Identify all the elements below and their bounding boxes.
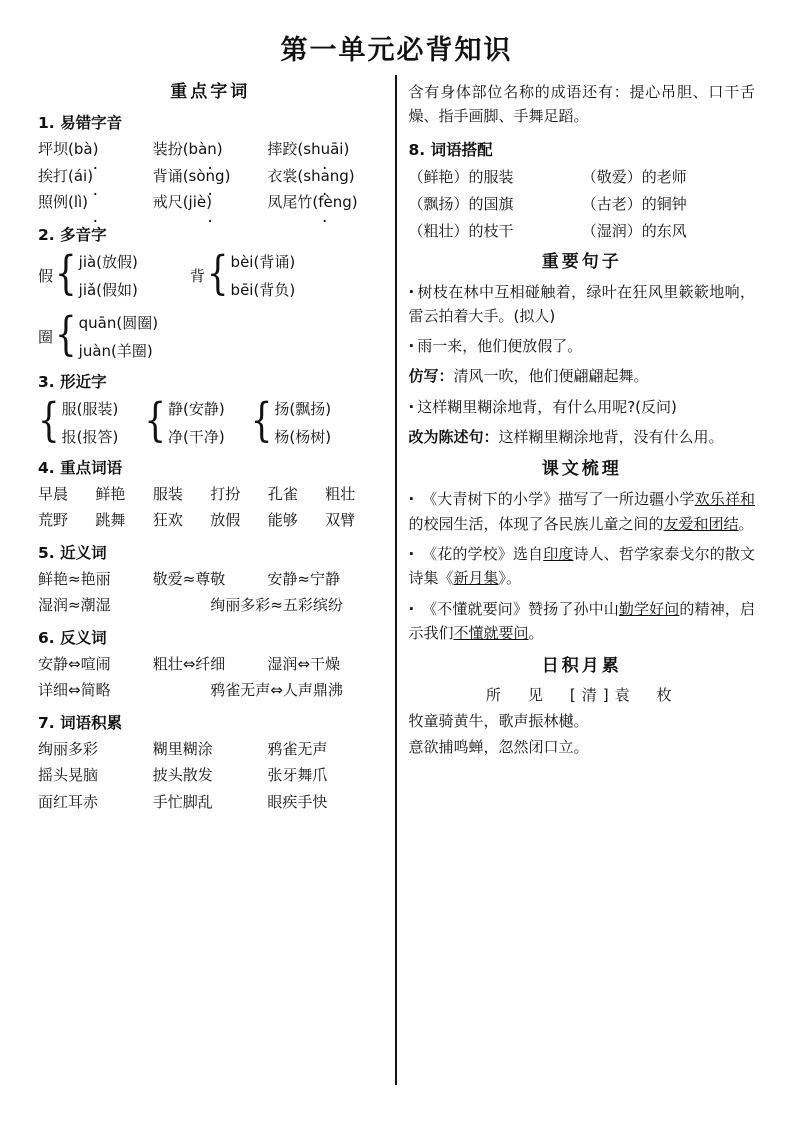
keyword-row	[38, 509, 383, 532]
polyphone-reading: jiǎ(假如)	[78, 280, 138, 299]
polyphone-reading: bèi(背诵)	[230, 252, 296, 271]
similar-char-word: 扬(飘扬)	[274, 399, 332, 418]
synonym-pair: 敬爱≈尊敬	[152, 569, 226, 588]
pinyin-item: 凤尾竹(fèng) ·	[267, 191, 382, 214]
idiom: 披头散发	[152, 766, 213, 784]
idiom: 面红耳赤	[38, 792, 99, 811]
collocation-row	[409, 220, 756, 241]
antonym-row	[38, 653, 383, 676]
collocation: （粗壮）的枝干	[408, 221, 514, 240]
keyword: 打扮	[210, 484, 241, 503]
synonym-pair: 鲜艳≈艳丽	[38, 569, 111, 588]
subsection-7-heading: 7. 词语积累	[38, 713, 123, 732]
keyword: 荒野	[38, 511, 69, 529]
two-column-body	[26, 75, 767, 1085]
left-column	[26, 75, 397, 1085]
keyword: 狂欢	[152, 511, 183, 529]
subsection-1-heading: 1. 易错字音	[38, 114, 123, 132]
antonym-pair: 湿润⇔干燥	[267, 654, 340, 673]
lesson-keyword: 友爱和团结	[663, 514, 739, 533]
polyphone-char: 背	[189, 266, 205, 285]
subsection-4-heading: 4. 重点词语	[38, 458, 123, 477]
idiom-row	[38, 764, 383, 787]
brace-icon: {	[206, 247, 229, 302]
polyphone-char: 圈	[38, 327, 54, 346]
collocation: （鲜艳）的服装	[408, 167, 514, 186]
keyword: 跳舞	[95, 511, 126, 529]
poem-line: 意欲捕鸣蝉，忽然闭口立。	[408, 738, 589, 757]
lesson-text: 《大青树下的小学》描写了一所边疆小学	[422, 490, 695, 509]
pinyin-item: 戒尺(jiè) ·	[153, 191, 268, 214]
polyphone-reading: quān(圆圈)	[78, 313, 159, 332]
brace-icon: {	[144, 394, 166, 449]
declarative-label: 改为陈述句：	[408, 428, 499, 447]
lesson-keyword: 新月集	[453, 569, 499, 588]
keyword: 双臂	[325, 511, 356, 529]
pinyin-item: 照例(lì) ·	[38, 191, 153, 214]
section-heading-sentences: 重要句子	[541, 251, 622, 272]
sentence-rewrite-imitation	[409, 364, 756, 388]
collocation: （飘扬）的国旗	[408, 194, 514, 213]
subsection-6-heading: 6. 反义词	[38, 628, 107, 647]
lesson-text: 。	[738, 514, 754, 533]
collocation: （敬爱）的老师	[581, 167, 687, 186]
brace-icon: {	[55, 308, 77, 363]
synonym-pair: 安静≈宁静	[267, 569, 340, 588]
lesson-text: 《不懂就要问》赞扬了孙中山	[422, 599, 619, 618]
lesson-keyword: 欢乐祥和	[694, 490, 755, 509]
lesson-item	[409, 542, 756, 591]
keyword: 放假	[210, 511, 241, 529]
idiom: 鸦雀无声	[267, 739, 328, 758]
antonym-pair: 粗壮⇔纤细	[152, 654, 226, 673]
collocation: （古老）的铜钟	[581, 194, 687, 213]
similar-char-word: 净(干净)	[168, 427, 225, 446]
keyword: 孔雀	[267, 484, 298, 503]
sentence-item: · 树枝在林中互相碰触着，绿叶在狂风里簌簌地响，雷云拍着大手。(拟人)	[409, 280, 756, 329]
pinyin-item: 挨打(ái) ·	[38, 165, 153, 188]
idiom: 眼疾手快	[267, 792, 328, 811]
polyphone-item	[38, 247, 138, 302]
synonym-row	[38, 568, 383, 591]
section-heading-accumulation: 日积月累	[541, 656, 622, 677]
pinyin-row	[38, 138, 383, 161]
section-heading-key-words: 重点字词	[170, 82, 251, 102]
similar-char-row	[38, 394, 383, 449]
collocation-row	[409, 193, 756, 214]
collocation-row	[409, 166, 756, 187]
lesson-text: 的校园生活，体现了各民族儿童之间的	[408, 514, 664, 533]
polyphone-reading: juàn(羊圈)	[78, 341, 153, 360]
keyword: 能够	[267, 511, 298, 529]
keyword: 早晨	[38, 484, 69, 503]
pinyin-row	[38, 191, 383, 214]
subsection-2-heading: 2. 多音字	[38, 225, 107, 244]
brace-icon: {	[55, 247, 77, 302]
sentence-item: · 雨一来，他们便放假了。	[409, 334, 756, 358]
subsection-3-heading: 3. 形近字	[38, 372, 107, 391]
idiom: 张牙舞爪	[267, 766, 328, 784]
lesson-text: 的精神，启示我们	[408, 599, 755, 642]
pinyin-item: 衣裳(shang) ·	[267, 165, 382, 188]
sentence-rewrite-declarative	[409, 425, 756, 449]
similar-char-word: 杨(杨树)	[274, 427, 332, 446]
lesson-keyword: 不懂就要问	[453, 623, 529, 642]
similar-char-item	[250, 394, 332, 449]
similar-char-word: 报(报答)	[61, 427, 119, 446]
poem-title: 所 见 [清]袁 枚	[485, 686, 678, 705]
idiom: 手忙脚乱	[152, 792, 213, 811]
polyphone-group-row	[38, 308, 383, 363]
idiom: 糊里糊涂	[152, 739, 213, 758]
polyphone-reading: jià(放假)	[78, 252, 138, 271]
imitation-label: 仿写：	[408, 367, 454, 386]
polyphone-item	[189, 247, 296, 302]
lesson-keyword: 印度	[543, 544, 574, 563]
subsection-8-heading: 8. 词语搭配	[408, 140, 493, 159]
imitation-text: 清风一吹，他们便翩翩起舞。	[453, 367, 649, 386]
antonym-row	[38, 679, 383, 702]
lesson-text: 》。	[498, 569, 522, 588]
section-heading-lesson-review: 课文梳理	[541, 459, 622, 480]
idiom-row	[38, 791, 383, 814]
pinyin-item: 装扮(bàn) ·	[153, 138, 268, 161]
keyword: 粗壮	[325, 484, 356, 503]
synonym-pair: 湿润≈潮湿	[38, 596, 111, 614]
lesson-item	[409, 597, 756, 646]
antonym-pair: 安静⇔喧闹	[38, 654, 111, 673]
lesson-text: 《花的学校》选自	[422, 544, 544, 563]
brace-icon: {	[250, 394, 273, 449]
keyword: 鲜艳	[95, 484, 126, 503]
synonym-row	[38, 594, 383, 617]
synonym-pair: 绚丽多彩≈五彩缤纷	[210, 596, 343, 614]
idiom-row	[38, 738, 383, 761]
idiom: 摇头晃脑	[38, 766, 99, 784]
antonym-pair: 详细⇔简略	[38, 681, 111, 699]
lesson-text: 。	[528, 623, 544, 642]
poem-line: 牧童骑黄牛，歌声振林樾。	[408, 712, 589, 731]
keyword: 服装	[152, 484, 183, 503]
idiom-continuation-text: 含有身体部位名称的成语还有：提心吊胆、口干舌燥、指手画脚、手舞足蹈。	[408, 83, 755, 126]
idiom: 绚丽多彩	[38, 739, 99, 758]
polyphone-group-row	[38, 247, 383, 302]
pinyin-item: 摔跤(shuāi) ·	[267, 138, 382, 161]
polyphone-char: 假	[38, 266, 54, 285]
lesson-item	[409, 487, 756, 536]
similar-char-word: 静(安静)	[168, 399, 225, 418]
declarative-text: 这样糊里糊涂地背，没有什么用。	[498, 428, 724, 447]
lesson-keyword: 勤学好问	[618, 599, 680, 618]
page-title: 第一单元必背知识	[280, 35, 513, 66]
keyword-row	[38, 483, 383, 506]
polyphone-reading: bēi(背负)	[230, 280, 296, 299]
pinyin-item: 背诵(sòng) ·	[153, 165, 268, 188]
antonym-pair: 鸦雀无声⇔人声鼎沸	[210, 681, 343, 699]
sentence-item: · 这样糊里糊涂地背，有什么用呢?(反问)	[409, 395, 756, 419]
brace-icon: {	[38, 394, 60, 449]
right-column	[397, 75, 768, 1085]
similar-char-item	[144, 394, 225, 449]
similar-char-word: 服(服装)	[61, 399, 119, 418]
pinyin-row	[38, 165, 383, 188]
pinyin-item: 坪坝(bà) ·	[38, 138, 153, 161]
collocation: （湿润）的东风	[581, 221, 687, 240]
subsection-5-heading: 5. 近义词	[38, 543, 107, 562]
similar-char-item	[38, 394, 119, 449]
polyphone-item	[38, 308, 159, 363]
lesson-text: 诗人、哲学家泰戈尔的散文诗集《	[408, 544, 755, 588]
